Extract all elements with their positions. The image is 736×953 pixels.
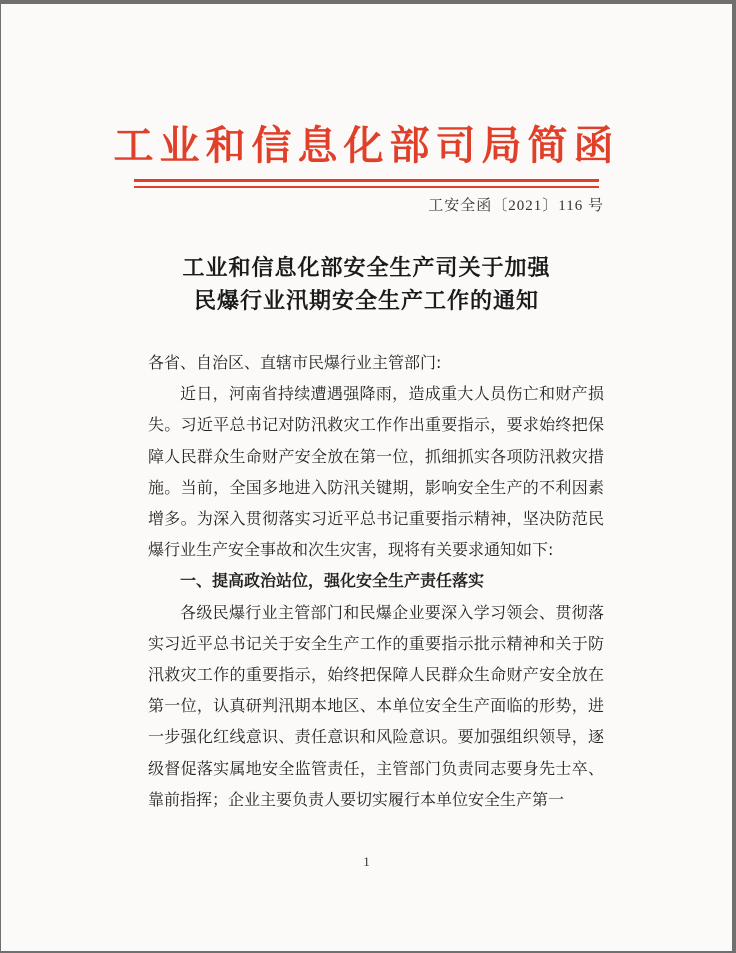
body-paragraph-2: 各级民爆行业主管部门和民爆企业要深入学习领会、贯彻落实习近平总书记关于安全生产工作的重要指示批示精神和关于防汛救灾工作的重要指示，始终把保障人民群众生命财产安全放在第一位，认真研判汛期本地区、本单位安全生产面临的形势，进一步强化红线意识、责任意识和风险意识。要加强组织领导，逐级督促落实属地安全监管责任，主管部门负责同志要身先士卒、靠前指挥；企业主要负责人要切实履行本单位安全生产第一 bbox=[148, 602, 604, 809]
document-title-line-1: 工业和信息化部安全生产司关于加强 bbox=[182, 255, 551, 281]
document-number: 工安全函〔2021〕116 号 bbox=[428, 198, 604, 214]
salutation: 各省、自治区、直辖市民爆行业主管部门: bbox=[148, 353, 442, 372]
page-number: 1 bbox=[363, 854, 370, 869]
document-body bbox=[148, 347, 604, 815]
section-heading-1: 一、提高政治站位，强化安全生产责任落实 bbox=[180, 571, 485, 591]
document-page bbox=[1, 4, 732, 951]
document-title-line-2: 民爆行业汛期安全生产工作的通知 bbox=[193, 288, 539, 314]
letterhead-title: 工业和信息化部司局简函 bbox=[113, 122, 620, 169]
letterhead-rule-top bbox=[134, 179, 599, 182]
body-paragraph-1: 近日，河南省持续遭遇强降雨，造成重大人员伤亡和财产损失。习近平总书记对防汛救灾工作作出重要指示，要求始终把保障人民群众生命财产安全放在第一位，抓细抓实各项防汛救灾措施。当前，全国多地进入防汛关键期，影响安全生产的不利因素增多。为深入贯彻落实习近平总书记重要指示精神，坚决防范民爆行业生产安全事故和次生灾害，现将有关要求通知如下: bbox=[148, 384, 604, 560]
letterhead-rule-bottom bbox=[134, 186, 599, 188]
document-title bbox=[1, 252, 732, 318]
